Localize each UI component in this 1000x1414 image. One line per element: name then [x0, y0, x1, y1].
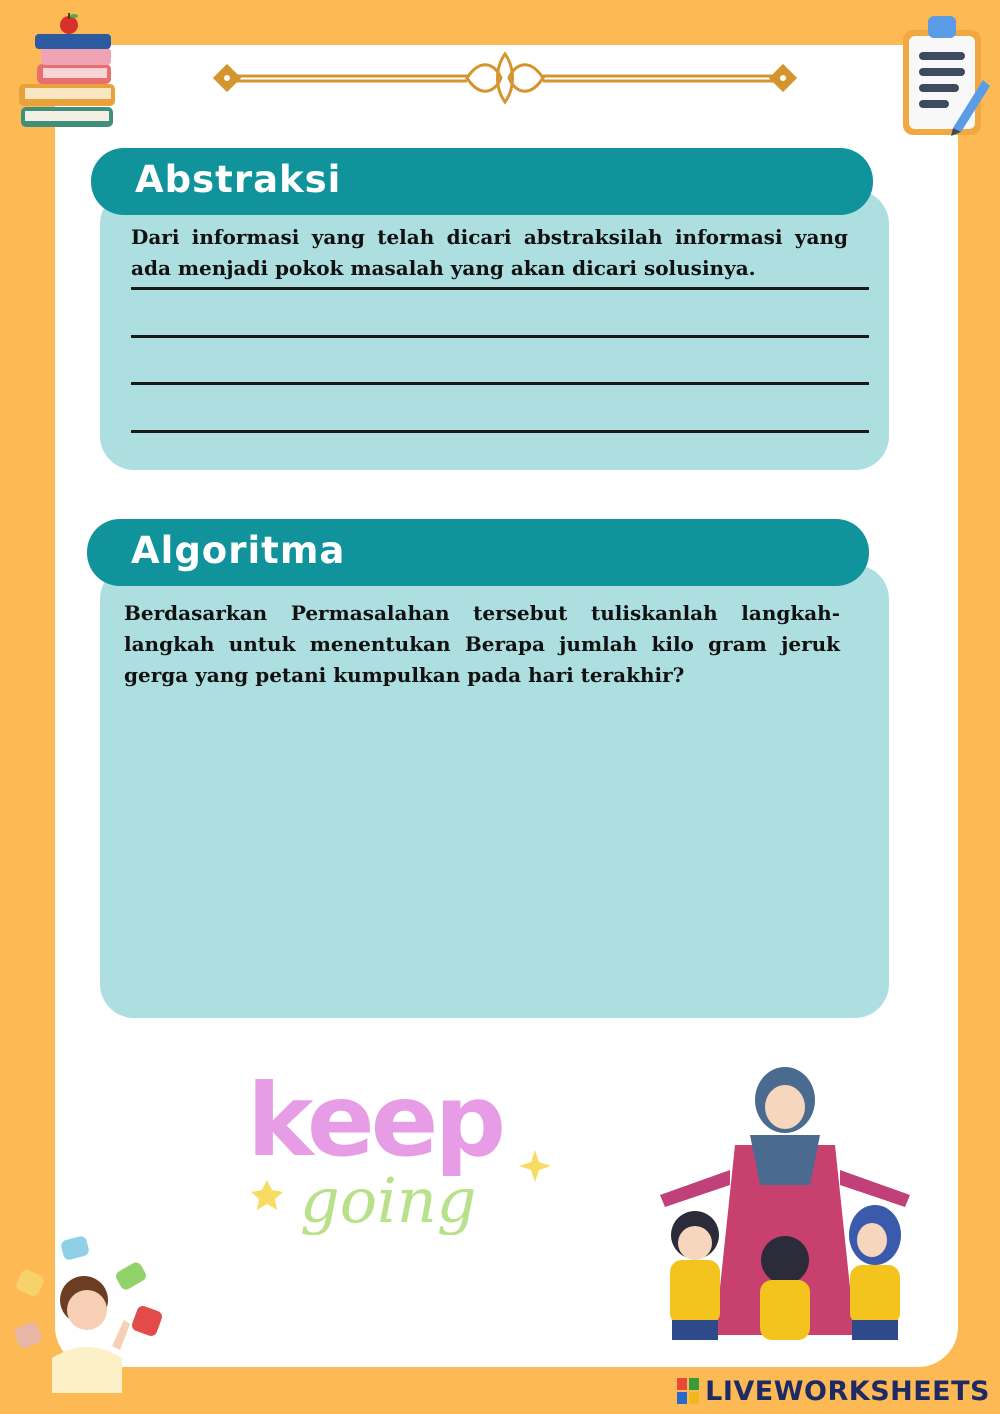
abstraksi-title: Abstraksi	[135, 158, 342, 201]
liveworksheets-watermark: LIVEWORKSHEETS	[705, 1375, 990, 1407]
teacher-children-illustration	[640, 1065, 930, 1345]
star-icon	[251, 1180, 283, 1210]
algoritma-title: Algoritma	[131, 529, 346, 572]
algoritma-instruction: Berdasarkan Permasalahan tersebut tuliskanlah langkah-langkah untuk menentukan Berapa jumlah kilo gram jeruk gerga yang petani kumpulkan pada hari terakhir?	[124, 601, 840, 687]
keep-going-illustration	[245, 1060, 555, 1235]
ornament-divider	[205, 48, 805, 108]
answer-line-1[interactable]	[131, 287, 869, 290]
liveworksheets-logo-icon	[677, 1378, 699, 1404]
keep-text: keep	[247, 1062, 503, 1179]
sparkle-icon	[519, 1150, 551, 1182]
answer-line-4[interactable]	[131, 430, 869, 433]
abstraksi-header	[91, 148, 873, 215]
thinking-boy-illustration	[12, 1228, 172, 1393]
answer-line-2[interactable]	[131, 335, 869, 338]
books-icon	[15, 12, 120, 137]
abstraksi-instruction: Dari informasi yang telah dicari abstraksilah informasi yang ada menjadi pokok masalah yang akan dicari solusinya.	[131, 225, 848, 280]
answer-line-3[interactable]	[131, 382, 869, 385]
algoritma-header	[87, 519, 869, 586]
clipboard-icon	[895, 10, 990, 140]
going-text: going	[300, 1164, 477, 1235]
liveworksheets-logo	[677, 1375, 990, 1407]
